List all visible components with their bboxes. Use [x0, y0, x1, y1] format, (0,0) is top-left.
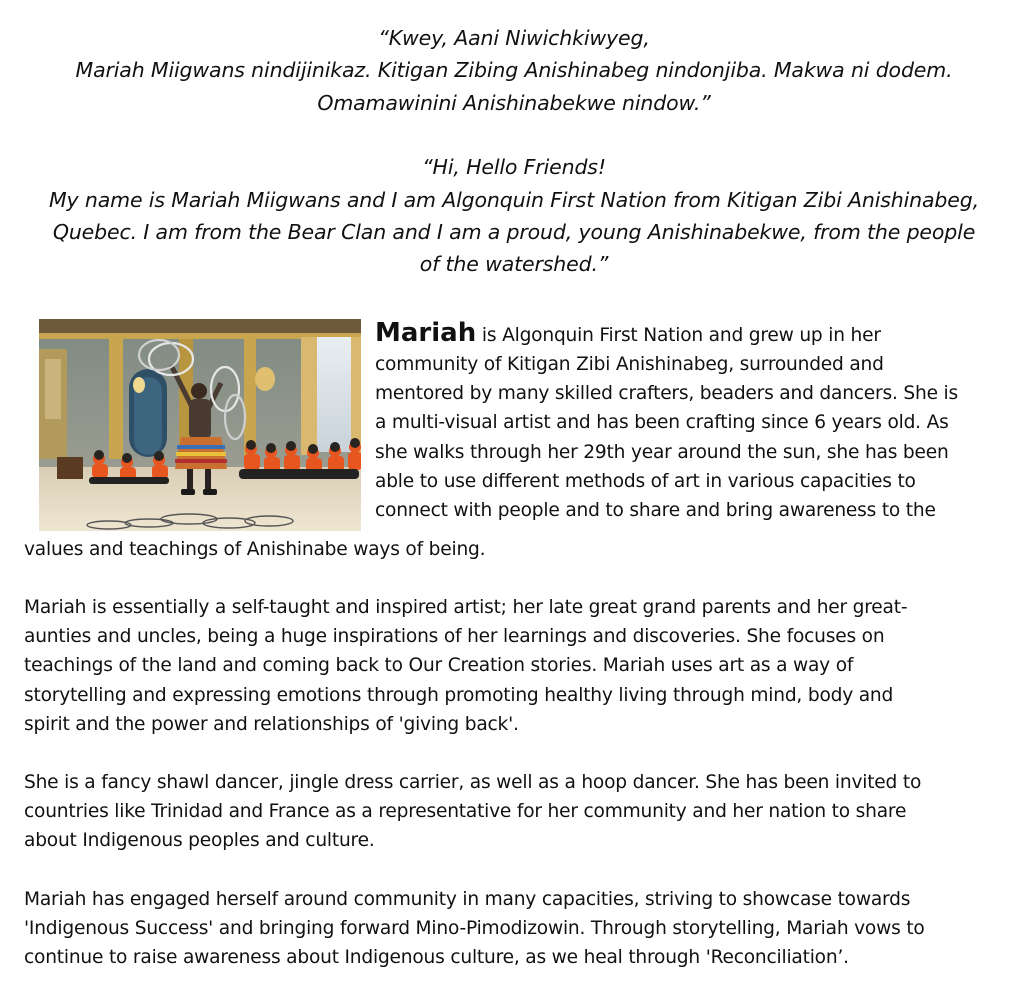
bio-line: able to use different methods of art in various capacities to [375, 470, 916, 492]
paragraph-line: storytelling and expressing emotions through promoting healthy living through mind, body and [24, 684, 894, 706]
paragraph-line: Mariah is essentially a self-taught and inspired artist; her late great grand parents and her great- [24, 597, 908, 619]
paragraph-line: about Indigenous peoples and culture. [24, 830, 375, 852]
greeting-english [24, 151, 1004, 281]
paragraph-community [24, 885, 1004, 973]
paragraph-line: countries like Trinidad and France as a representative for her community and her nation to share [24, 801, 907, 823]
bio-line: values and teachings of Anishinabe ways of being. [24, 538, 486, 560]
greeting-anishinaabemowin [24, 22, 1004, 119]
bio-line: mentored by many skilled crafters, beaders and dancers. She is [375, 383, 958, 405]
greeting-line: “Hi, Hello Friends! [422, 155, 606, 180]
hoop-dancer-photo [39, 319, 361, 531]
greeting-line: My name is Mariah Miigwans and I am Algonquin First Nation from Kitigan Zibi Anishinabeg, [49, 187, 979, 212]
greeting-line: Omamawinini Anishinabekwe nindow.” [317, 90, 711, 115]
paragraph-line: 'Indigenous Success' and bringing forward Mino-Pimodizowin. Through storytelling, Mariah vows to [24, 917, 925, 939]
greeting-line: of the watershed.” [419, 252, 609, 277]
paragraph-influences [24, 593, 1004, 739]
bio-line: a multi-visual artist and has been crafting since 6 years old. As [375, 412, 949, 434]
bio-page [24, 22, 1004, 972]
paragraph-dance [24, 768, 1004, 856]
paragraph-line: Mariah has engaged herself around community in many capacities, striving to showcase towards [24, 888, 911, 910]
bio-name: Mariah [375, 317, 477, 348]
paragraph-line: She is a fancy shawl dancer, jingle dress carrier, as well as a hoop dancer. She has been invited to [24, 772, 922, 794]
paragraph-line: continue to raise awareness about Indigenous culture, as we heal through 'Reconciliation’. [24, 947, 849, 969]
paragraph-line: aunties and uncles, being a huge inspirations of her learnings and discoveries. She focuses on [24, 626, 885, 648]
bio-line: is Algonquin First Nation and grew up in her [476, 324, 881, 346]
greeting-line: Mariah Miigwans nindijinikaz. Kitigan Zibing Anishinabeg nindonjiba. Makwa ni dodem. [75, 58, 953, 83]
bio-line: community of Kitigan Zibi Anishinabeg, surrounded and [375, 354, 884, 376]
greeting-line: Quebec. I am from the Bear Clan and I am a proud, young Anishinabekwe, from the people [52, 220, 976, 245]
paragraph-line: spirit and the power and relationships of 'giving back'. [24, 713, 519, 735]
greeting-line: “Kwey, Aani Niwichkiwyeg, [378, 26, 650, 50]
bio-intro [24, 319, 1004, 564]
bio-line: connect with people and to share and bring awareness to the [375, 500, 936, 522]
bio-line: she walks through her 29th year around the sun, she has been [375, 441, 949, 463]
paragraph-line: teachings of the land and coming back to Our Creation stories. Mariah uses art as a way of [24, 655, 854, 677]
